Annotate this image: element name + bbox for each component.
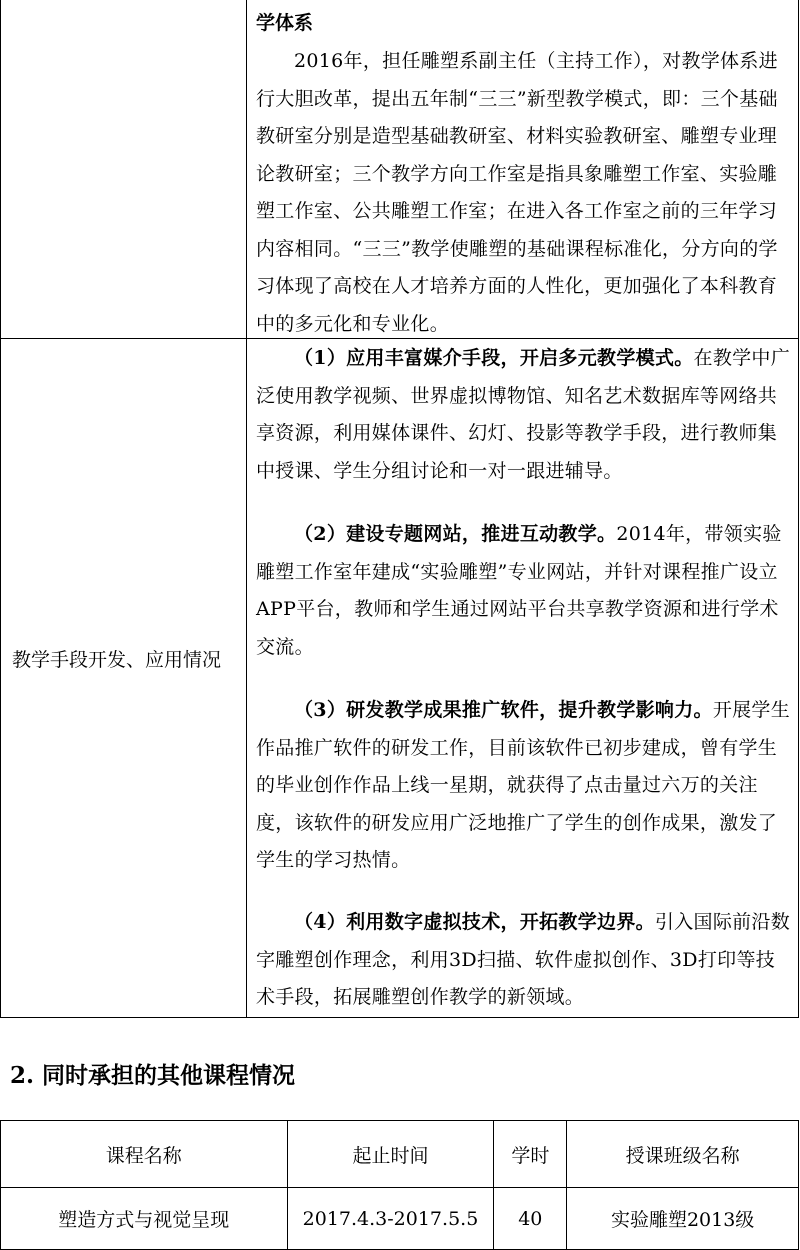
header-course-name: 课程名称 — [1, 1121, 288, 1188]
table-header-row — [1, 1121, 799, 1188]
table-bottom-border — [0, 1017, 799, 1018]
header-class-name: 授课班级名称 — [567, 1121, 799, 1188]
methods-row-label: 教学手段开发、应用情况 — [12, 649, 222, 671]
table-left-border — [0, 0, 1, 1018]
methods-item-title: （1）应用丰富媒介手段，开启多元教学模式。 — [294, 347, 694, 369]
top-cell-heading: 学体系 — [256, 12, 314, 34]
methods-item-title: （4）利用数字虚拟技术，开拓教学边界。 — [294, 911, 655, 933]
methods-item-body: 在教学中广泛使用教学视频、世界虚拟博物馆、知名艺术数据库等网络共享资源，利用媒体课件、幻灯、投影等教学手段，进行教师集中授课、学生分组讨论和一对一跟进辅导。 — [256, 347, 791, 482]
cell-period: 2017.4.3-2017.5.5 — [287, 1188, 494, 1250]
section-title: 2. 同时承担的其他课程情况 — [10, 1062, 296, 1089]
cell-course-name: 塑造方式与视觉呈现 — [1, 1188, 288, 1250]
methods-item-body: 开展学生作品推广软件的研发工作，目前该软件已初步建成，曾有学生的毕业创作作品上线一星期，就获得了点击量过六万的关注度，该软件的研发应用广泛地推广了学生的创作成果，激发了学生的学习热情。 — [256, 699, 791, 871]
methods-item-3 — [256, 692, 792, 880]
courses-table — [0, 1120, 799, 1250]
table-right-border — [798, 0, 799, 1018]
methods-item-title: （3）研发教学成果推广软件，提升教学影响力。 — [294, 699, 713, 721]
cell-hours: 40 — [494, 1188, 567, 1250]
cell-class-name: 实验雕塑2013级 — [567, 1188, 799, 1250]
table-row — [1, 1188, 799, 1250]
top-cell-paragraph: 2016年，担任雕塑系副主任（主持工作），对教学体系进行大胆改革，提出五年制“三三”新型教学模式，即：三个基础教研室分别是造型基础教研室、材料实验教研室、雕塑专业理论教研室；三个教学方向工作室是指具象雕塑工作室、实验雕塑工作室、公共雕塑工作室；在进入各工作室之前的三年学习内容相同。“三三”教学使雕塑的基础课程标准化，分方向的学习体现了高校在人才培养方面的人性化，更加强化了本科教育中的多元化和专业化。 — [256, 50, 778, 335]
methods-item-2 — [256, 516, 792, 666]
methods-item-title: （2）建设专题网站，推进互动教学。 — [294, 523, 617, 545]
header-period: 起止时间 — [287, 1121, 494, 1188]
methods-item-body: 引入国际前沿数字雕塑创作理念，利用3D扫描、软件虚拟创作、3D打印等技术手段，拓展雕塑创作教学的新领域。 — [256, 911, 791, 1008]
header-hours: 学时 — [494, 1121, 567, 1188]
methods-item-4 — [256, 904, 792, 1017]
table-column-divider — [246, 0, 247, 1018]
methods-item-body: 2014年，带领实验雕塑工作室年建成“实验雕塑”专业网站，并针对课程推广设立APP平台，教师和学生通过网站平台共享教学资源和进行学术交流。 — [256, 523, 782, 658]
methods-item-1 — [256, 340, 792, 490]
